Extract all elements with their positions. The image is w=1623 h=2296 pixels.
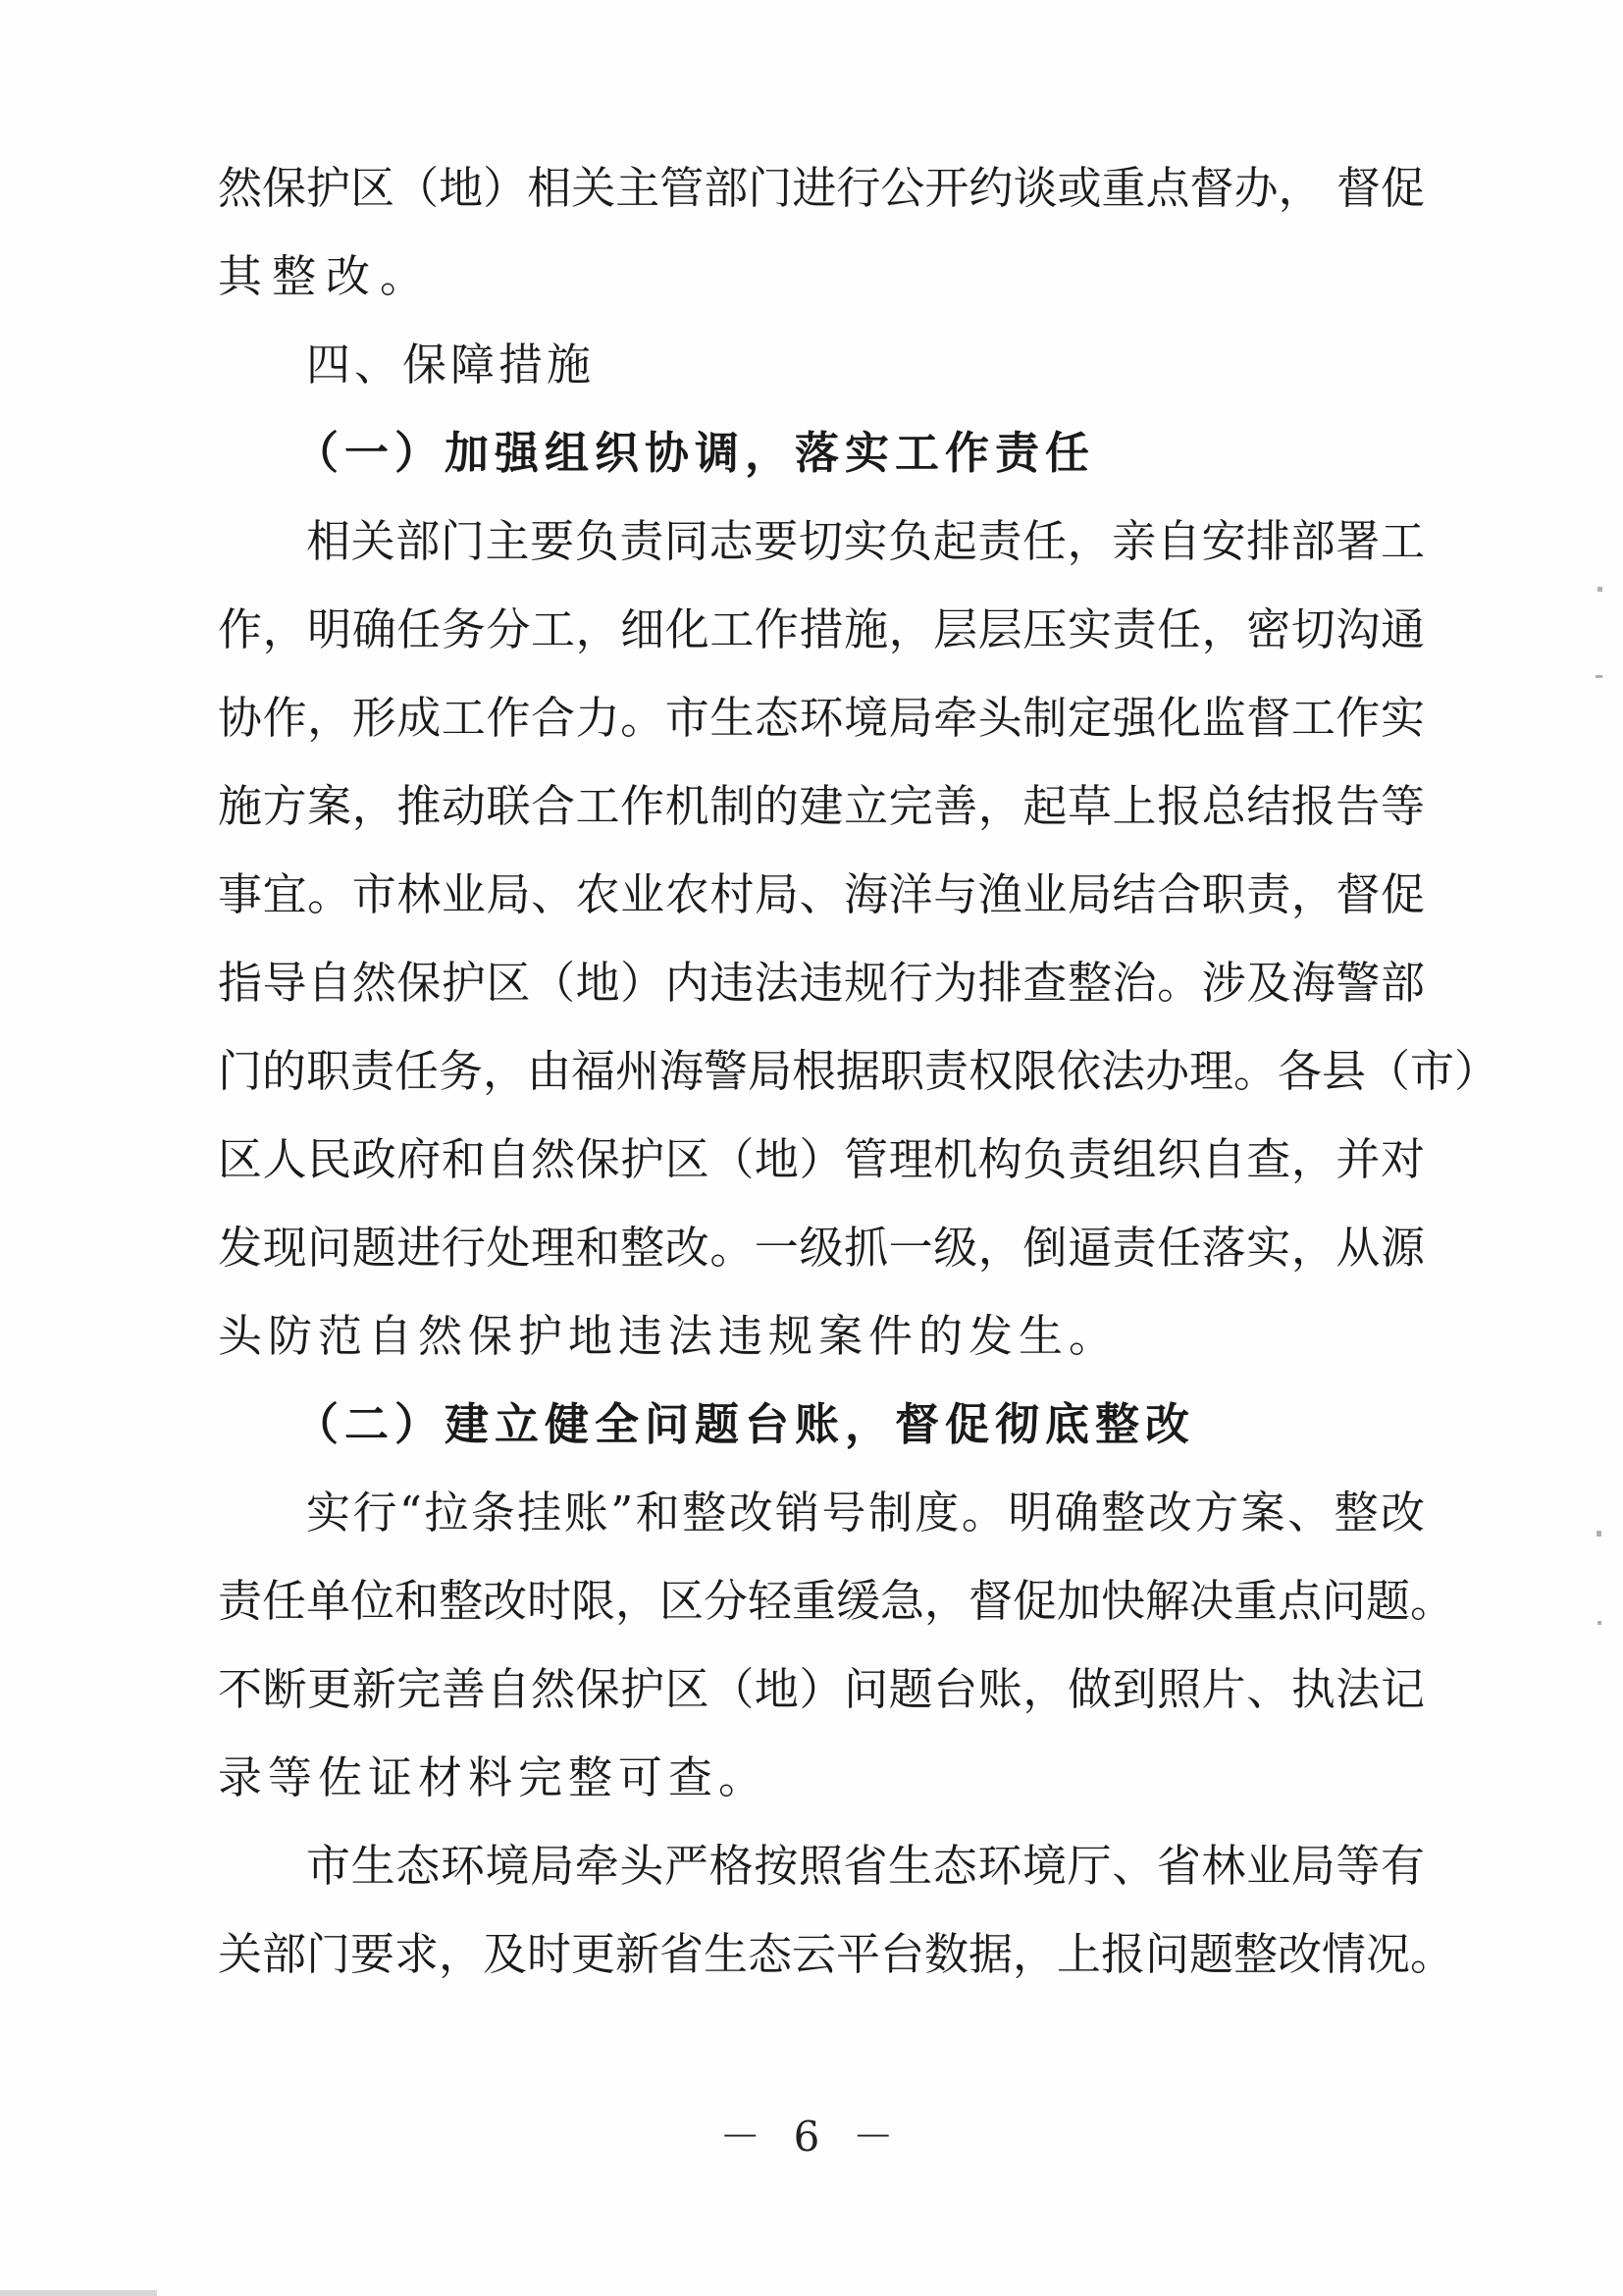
body-line: 协作，形成工作合力。市生态环境局牵头制定强化监督工作实 <box>218 692 1425 744</box>
body-line: 市生态环境局牵头严格按照省生态环境厅、省林业局等有 <box>306 1840 1425 1892</box>
body-line: 区人民政府和自然保护区（地）管理机构负责组织自查，并对 <box>218 1133 1425 1185</box>
body-line: 然保护区（地）相关主管部门进行公开约谈或重点督办， 督促 <box>218 162 1425 214</box>
scan-mark <box>1597 587 1602 592</box>
page-number: － 6 － <box>719 2113 904 2161</box>
body-line: 关部门要求，及时更新省生态云平台数据，上报问题整改情况。 <box>218 1928 1455 1980</box>
body-line: 责任单位和整改时限，区分轻重缓急，督促加快解决重点问题。 <box>218 1575 1455 1627</box>
body-line: 实行“拉条挂账”和整改销号制度。明确整改方案、整改 <box>306 1487 1425 1539</box>
body-line: 相关部门主要负责同志要切实负起责任，亲自安排部署工 <box>306 515 1425 567</box>
body-line: 指导自然保护区（地）内违法违规行为排查整治。涉及海警部 <box>218 957 1425 1009</box>
scan-mark <box>1597 1621 1601 1625</box>
body-line: 录等佐证材料完整可查。 <box>218 1751 769 1803</box>
subsection-title: （二）建立健全问题台账，督促彻底整改 <box>294 1398 1196 1450</box>
body-line: 发现问题进行处理和整改。一级抓一级，倒逼责任落实，从源 <box>218 1222 1425 1274</box>
body-line: 不断更新完善自然保护区（地）问题台账，做到照片、执法记 <box>218 1663 1425 1715</box>
body-line: 头防范自然保护地违法违规案件的发生。 <box>218 1310 1120 1362</box>
section-heading: 四、保障措施 <box>306 339 596 391</box>
body-line: 其整改。 <box>218 250 435 302</box>
body-line: 施方案，推动联合工作机制的建立完善，起草上报总结报告等 <box>218 780 1425 832</box>
body-line: 事宜。市林业局、农业农村局、海洋与渔业局结合职责，督促 <box>218 868 1425 920</box>
body-line: 作，明确任务分工，细化工作措施，层层压实责任，密切沟通 <box>218 603 1425 655</box>
scan-mark <box>1596 675 1602 678</box>
scan-mark <box>1597 1531 1601 1537</box>
scan-edge <box>0 2290 157 2296</box>
body-line: 门的职责任务，由福州海警局根据职责权限依法办理。各县（市） <box>218 1045 1499 1097</box>
subsection-title: （一）加强组织协调，落实工作责任 <box>294 427 1096 479</box>
